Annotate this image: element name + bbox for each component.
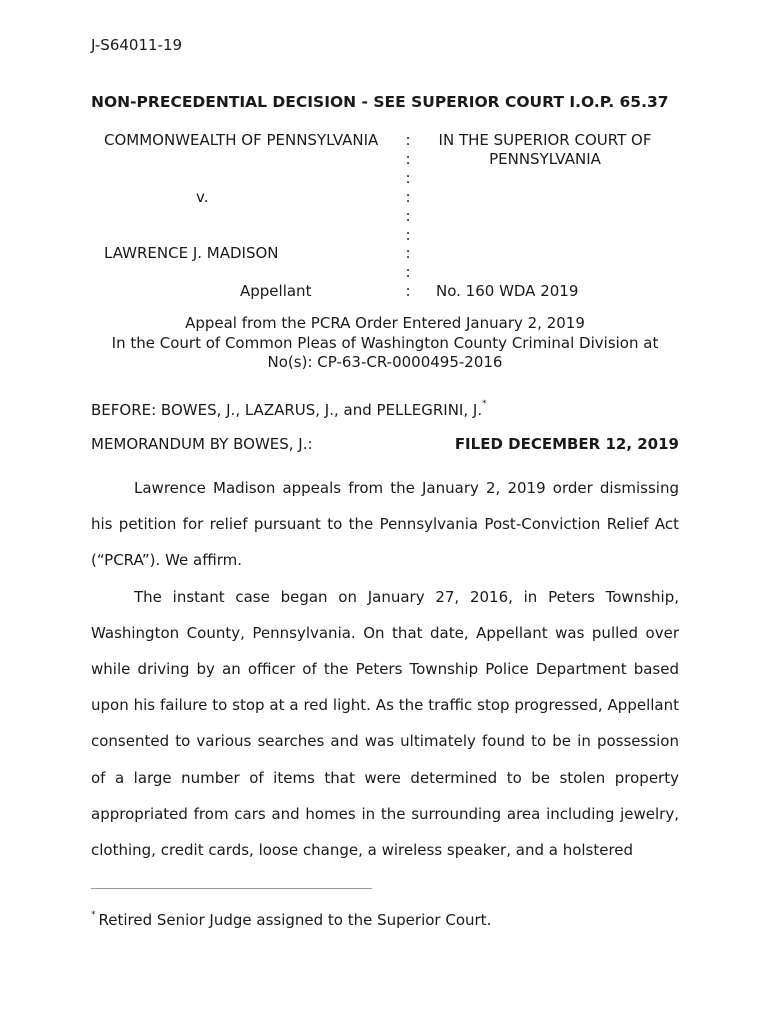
footnote bbox=[91, 911, 491, 929]
caption-colon: : bbox=[405, 207, 411, 225]
appeal-line-3: No(s): CP-63-CR-0000495-2016 bbox=[267, 353, 503, 371]
caption-colon: : bbox=[405, 150, 411, 168]
court-name bbox=[410, 131, 680, 169]
footnote-text: Retired Senior Judge assigned to the Superior Court. bbox=[98, 911, 492, 929]
caption-colon: : bbox=[405, 263, 411, 281]
party-two-role: Appellant bbox=[240, 282, 312, 300]
caption-colon: : bbox=[405, 131, 411, 149]
footnote-marker: * bbox=[482, 399, 487, 409]
caption-colon: : bbox=[405, 188, 411, 206]
court-line-1: IN THE SUPERIOR COURT OF bbox=[438, 131, 652, 149]
caption-colon: : bbox=[405, 226, 411, 244]
caption-colon: : bbox=[405, 282, 411, 300]
versus-label: v. bbox=[196, 188, 209, 206]
footnote-marker: * bbox=[91, 910, 96, 920]
panel-judges: BEFORE: BOWES, J., LAZARUS, J., and PELLEGRINI, J. bbox=[91, 401, 483, 419]
memorandum-author: MEMORANDUM BY BOWES, J.: bbox=[91, 435, 313, 453]
appeal-line-2: In the Court of Common Pleas of Washington County Criminal Division at bbox=[111, 333, 659, 352]
paragraph: Lawrence Madison appeals from the January 2, 2019 order dismissing his petition for relief pursuant to the Pennsylvania Post-Conviction Relief Act (“PCRA”). We affirm. bbox=[91, 479, 679, 570]
appeal-line-1: Appeal from the PCRA Order Entered January 2, 2019 bbox=[185, 314, 585, 332]
paragraph: The instant case began on January 27, 2016, in Peters Township, Washington County, Pennsylvania. On that date, Appellant was pulled over while driving by an officer of the Peters Township Police Department based upon his failure to stop at a red light. As the traffic stop progressed, Appellant consented to various searches and was ultimately found to be in possession of a large number of items that were determined to be stolen property appropriated from cars and homes in the surrounding area including jewelry, clothing, credit cards, loose change, a wireless speaker, and a holstered bbox=[91, 587, 679, 860]
footnote-divider bbox=[91, 888, 372, 889]
appeal-info bbox=[91, 314, 679, 373]
decision-heading: NON-PRECEDENTIAL DECISION - SEE SUPERIOR COURT I.O.P. 65.37 bbox=[91, 93, 669, 111]
party-two: LAWRENCE J. MADISON bbox=[104, 244, 279, 262]
docket-id: J-S64011-19 bbox=[91, 36, 183, 54]
court-line-2: PENNSYLVANIA bbox=[489, 150, 601, 168]
filed-date: FILED DECEMBER 12, 2019 bbox=[454, 435, 679, 453]
party-one: COMMONWEALTH OF PENNSYLVANIA bbox=[104, 131, 379, 149]
memorandum-body bbox=[91, 470, 679, 868]
caption-colon: : bbox=[405, 169, 411, 187]
caption-colon: : bbox=[405, 244, 411, 262]
before-line bbox=[91, 401, 487, 419]
case-number: No. 160 WDA 2019 bbox=[436, 282, 579, 300]
